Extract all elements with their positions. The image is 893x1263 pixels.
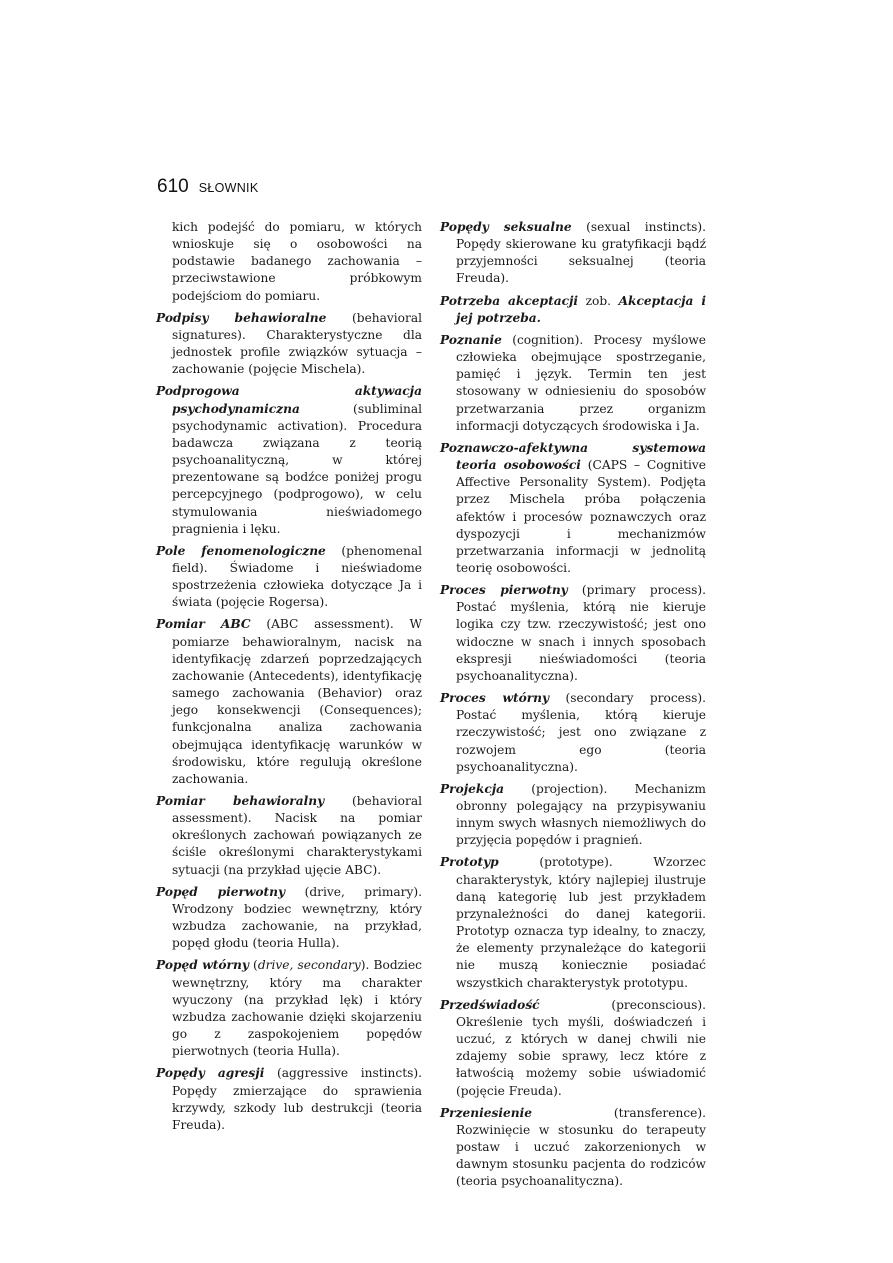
entry-term: Proces wtórny xyxy=(440,691,550,706)
entry-definition: (secondary process). Postać myślenia, którą kieruje rzeczywistość; jest ono związane z rozwojem ego (teoria psychoanalityczna). xyxy=(456,691,707,774)
glossary-entry xyxy=(440,690,706,776)
entry-term: Podpisy behawioralne xyxy=(156,310,327,325)
entry-definition: (primary process). Postać myślenia, którą nie kieruje logika czy tzw. rzeczywistość; jest ono widoczne w snach i innych sposobach ekspresji nieświadomości (teoria psychoanalityczna). xyxy=(456,583,706,683)
entry-term: Popęd wtórny xyxy=(156,958,249,973)
entry-definition: (subliminal psychodynamic activation). Procedura badawcza związana z teorią psychoanalityczną, w której prezentowane są bodźce poniżej progu percepcyjnego (podprogowo), w celu stymulowania nieświadomego pragnienia i lęku. xyxy=(172,401,422,536)
glossary-entry xyxy=(156,383,422,537)
continuation-text: kich podejść do pomiaru, w których wnioskuje się o osobowości na podstawie badanego zachowania – przeciwstawione próbkowym podejściom do pomiaru. xyxy=(172,220,422,303)
entry-term: Poznawczo-afektywna systemowa teoria osobowości xyxy=(440,440,706,473)
glossary-entry xyxy=(156,793,422,879)
entry-definition: (phenomenal field). Świadome i nieświadome spostrzeżenia człowieka dotyczące Ja i świata (pojęcie Rogersa). xyxy=(172,543,422,610)
entry-definition: (CAPS – Cognitive Affective Personality System). Podjęta przez Mischela próba połączenia afektów i procesów poznawczych oraz dyspozycji i mechanizmów przetwarzania informacji w jednolitą teorię osobowości. xyxy=(456,458,706,575)
entry-term: Potrzeba akceptacji xyxy=(440,293,579,308)
glossary-entry xyxy=(156,543,422,612)
entry-definition: (preconscious). Określenie tych myśli, doświadczeń i uczuć, z których w danej chwili nie zdajemy sobie sprawy, lecz które z łatwością możemy sobie uświadomić (pojęcie Freuda). xyxy=(456,997,706,1098)
page-header xyxy=(157,176,258,198)
entry-term: Popędy agresji xyxy=(156,1066,265,1081)
entry-definition: (sexual instincts). Popędy skierowane ku gratyfikacji bądź przyjemności seksualnej (teoria Freuda). xyxy=(456,220,706,286)
entry-term: Przedświadość xyxy=(440,997,540,1012)
glossary-entry xyxy=(440,440,706,577)
glossary-entry xyxy=(440,582,706,685)
glossary-entry xyxy=(156,957,422,1060)
entry-definition-italic: drive, secondary xyxy=(257,958,361,973)
entry-term: Prototyp xyxy=(440,855,499,870)
glossary-entry xyxy=(440,997,706,1100)
entry-definition: (prototype). Wzorzec charakterystyk, który najlepiej ilustruje daną kategorię lub jest przykładem przynależności do danej kategorii. Prototyp oznacza typ idealny, to znaczy, że elementy przynależące do kategorii nie muszą koniecznie posiadać wszystkich charakterystyk prototypu. xyxy=(456,855,706,990)
entry-definition: (ABC assessment). W pomiarze behawioralnym, nacisk na identyfikację zdarzeń poprzedzających zachowanie (Antecedents), identyfikację samego zachowania (Behavior) oraz jego konsekwencji (Consequences); funkcjonalna analiza zachowania obejmująca identyfikację warunków w środowisku, które regulują określone zachowania. xyxy=(172,617,422,786)
glossary-entry xyxy=(440,1105,706,1191)
entry-term: Przeniesienie xyxy=(440,1105,532,1120)
entry-definition: (behavioral signatures). Charakterystyczne dla jednostek profile związków sytuacja – zachowanie (pojęcie Mischela). xyxy=(172,310,423,377)
entry-definition: (projection). Mechanizm obronny polegający na przypisywaniu innym swych własnych niemożliwych do przyjęcia popędów i pragnień. xyxy=(456,781,706,848)
glossary-entry xyxy=(440,219,706,288)
glossary-entry xyxy=(156,884,422,953)
entry-definition: (cognition). Procesy myślowe człowieka obejmujące spostrzeganie, pamięć i język. Termin ten jest stosowany w odniesieniu do sposobów przetwarzania przez organizm informacji dotyczących środowiska i Ja. xyxy=(456,332,706,433)
right-column xyxy=(440,219,706,1195)
entry-term: Projekcja xyxy=(440,781,505,796)
entry-definition: ). Bodziec wewnętrzny, który ma charakter wyuczony (na przykład lęk) i który wzbudza zachowanie dzięki skojarzeniu go z zaspokojeniem popędów pierwotnych (teoria Hulla). xyxy=(172,958,422,1059)
glossary-entry xyxy=(440,332,706,435)
entry-definition: (behavioral assessment). Nacisk na pomiar określonych zachowań powiązanych ze ściśle określonymi charakterystykami sytuacji (na przykład ujęcie ABC). xyxy=(172,794,422,877)
entry-term: Pomiar behawioralny xyxy=(156,794,325,808)
entry-definition: (aggressive instincts). Popędy zmierzające do sprawienia krzywdy, szkody lub destrukcji (teoria Freuda). xyxy=(172,1066,422,1132)
entry-term: Podprogowa aktywacja psychodynamiczna xyxy=(156,384,422,416)
page-number: 610 xyxy=(157,176,189,197)
entry-term: Proces pierwotny xyxy=(440,583,568,598)
entry-definition-prefix: ( xyxy=(248,958,258,973)
glossary-entry xyxy=(440,293,706,327)
running-head: SŁOWNIK xyxy=(198,181,259,195)
cross-reference: Akceptacja i jej potrzeba. xyxy=(456,293,706,325)
glossary-entry xyxy=(440,854,706,991)
entry-term: Popęd pierwotny xyxy=(156,884,286,899)
glossary-entry xyxy=(156,1065,422,1134)
entry-term: Pomiar ABC xyxy=(156,617,251,632)
entry-definition: (transference). Rozwinięcie w stosunku do terapeuty postaw i uczuć zakorzenionych w dawnym stosunku pacjenta do rodziców (teoria psychoanalityczna). xyxy=(456,1105,706,1189)
entry-term: Poznanie xyxy=(440,332,502,347)
left-column xyxy=(156,219,422,1139)
glossary-entry xyxy=(440,781,706,850)
entry-definition: (drive, primary). Wrodzony bodziec wewnętrzny, który wzbudza zachowanie, na przykład, popęd głodu (teoria Hulla). xyxy=(172,884,422,951)
glossary-entry xyxy=(156,310,422,379)
entry-term: Pole fenomenologiczne xyxy=(156,543,326,558)
entry-definition: zob. xyxy=(578,293,619,308)
glossary-entry xyxy=(156,616,422,788)
entry-term: Popędy seksualne xyxy=(440,220,572,234)
